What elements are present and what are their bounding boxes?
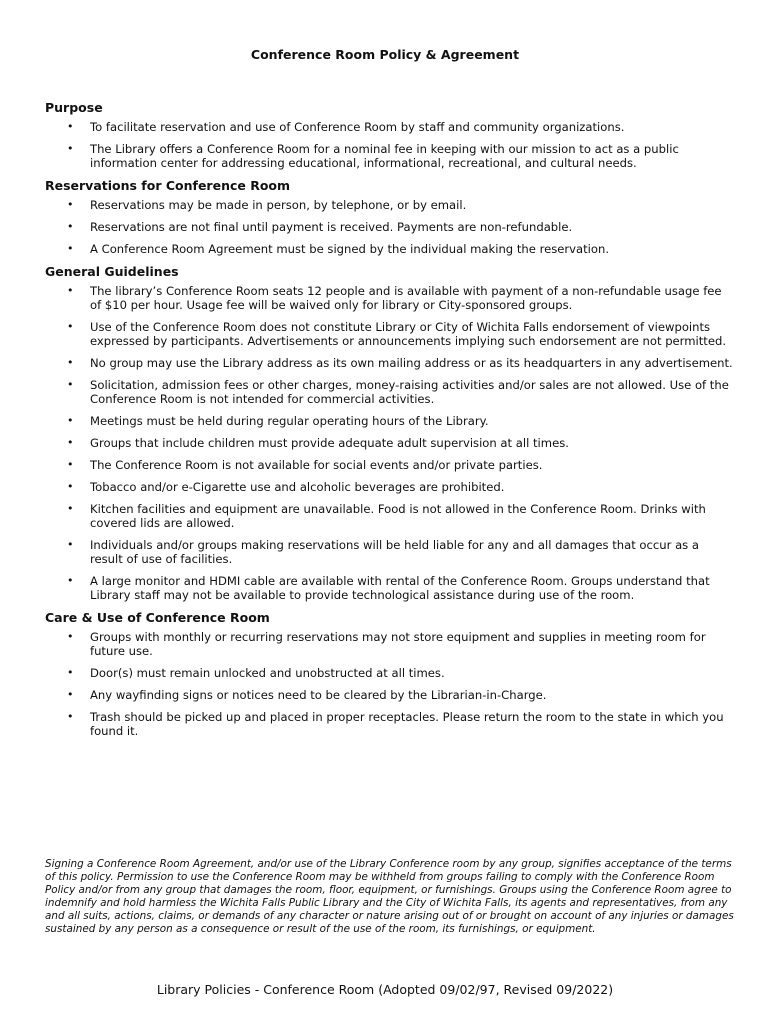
list-item-text: Solicitation, admission fees or other charges, money-raising activities and/or sales are not allowed. Use of the Conference Room is not intended for commercial activities.	[90, 378, 729, 406]
bullet-icon: •	[67, 710, 74, 723]
bullet-icon: •	[67, 436, 74, 449]
list-item-text: Any wayfinding signs or notices need to be cleared by the Librarian-in-Charge.	[90, 688, 547, 702]
list-item-text: Groups with monthly or recurring reservations may not store equipment and supplies in meeting room for future use.	[90, 630, 706, 658]
list-item	[45, 710, 735, 738]
list-item	[45, 378, 735, 406]
bullet-icon: •	[67, 378, 74, 391]
bullet-icon: •	[67, 538, 74, 551]
list-item-text: The Library offers a Conference Room for a nominal fee in keeping with our mission to act as a public information center for addressing educational, informational, recreational, and cultural needs.	[90, 142, 679, 170]
list-item	[45, 458, 735, 472]
bullet-icon: •	[67, 502, 74, 515]
section-heading: Purpose	[45, 100, 103, 115]
list-item-text: The Conference Room is not available for social events and/or private parties.	[90, 458, 543, 472]
bullet-icon: •	[67, 666, 74, 679]
list-item	[45, 414, 735, 428]
bullet-icon: •	[67, 480, 74, 493]
bullet-icon: •	[67, 198, 74, 211]
page-footer: Library Policies - Conference Room (Adopted 09/02/97, Revised 09/2022)	[156, 982, 614, 997]
list-item-text: No group may use the Library address as its own mailing address or as its headquarters in any advertisement.	[90, 356, 733, 370]
list-item	[45, 142, 735, 170]
bullet-icon: •	[67, 120, 74, 133]
section-heading: Care & Use of Conference Room	[45, 610, 270, 625]
section-purpose	[45, 100, 735, 170]
section-general-guidelines	[45, 264, 735, 602]
liability-disclaimer: Signing a Conference Room Agreement, and/or use of the Library Conference room by any group, signifies acceptance of the terms of this policy. Permission to use the Conference Room may be withheld from groups failing to comply with the Conference Room Policy and/or from any group that damages the room, floor, equipment, or furnishings. Groups using the Conference Room agree to indemnify and hold harmless the Wichita Falls Public Library and the City of Wichita Falls, its agents and representatives, from any and all suits, actions, claims, or demands of any character or nature arising out of or brought on account of any injuries or damages sustained by any person as a consequence or result of the use of the room, its furnishings, or equipment.	[45, 858, 734, 935]
list-item-text: Reservations may be made in person, by telephone, or by email.	[90, 198, 467, 212]
list-item-text: To facilitate reservation and use of Conference Room by staff and community organizations.	[90, 120, 625, 134]
page-title: Conference Room Policy & Agreement	[250, 47, 520, 62]
list-item	[45, 436, 735, 450]
bullet-icon: •	[67, 414, 74, 427]
section-care-and-use	[45, 610, 735, 738]
list-item-text: Individuals and/or groups making reservations will be held liable for any and all damages that occur as a result of use of facilities.	[90, 538, 699, 566]
section-list	[45, 630, 735, 738]
list-item	[45, 242, 735, 256]
section-heading: General Guidelines	[45, 264, 179, 279]
list-item-text: Meetings must be held during regular operating hours of the Library.	[90, 414, 489, 428]
bullet-icon: •	[67, 242, 74, 255]
policy-content	[45, 100, 735, 746]
bullet-icon: •	[67, 220, 74, 233]
bullet-icon: •	[67, 320, 74, 333]
list-item-text: Door(s) must remain unlocked and unobstructed at all times.	[90, 666, 445, 680]
list-item-text: A Conference Room Agreement must be signed by the individual making the reservation.	[90, 242, 610, 256]
list-item	[45, 284, 735, 312]
list-item	[45, 630, 735, 658]
section-reservations	[45, 178, 735, 256]
bullet-icon: •	[67, 356, 74, 369]
section-list	[45, 198, 735, 256]
bullet-icon: •	[67, 458, 74, 471]
list-item-text: Trash should be picked up and placed in proper receptacles. Please return the room to the state in which you found it.	[90, 710, 724, 738]
list-item-text: Reservations are not final until payment is received. Payments are non-refundable.	[90, 220, 573, 234]
list-item	[45, 220, 735, 234]
list-item	[45, 120, 735, 134]
list-item-text: A large monitor and HDMI cable are available with rental of the Conference Room. Groups understand that Library staff may not be available to provide technological assistance during use of the room.	[90, 574, 710, 602]
list-item	[45, 666, 735, 680]
section-list	[45, 120, 735, 170]
list-item-text: Kitchen facilities and equipment are unavailable. Food is not allowed in the Conference Room. Drinks with covered lids are allowed.	[90, 502, 706, 530]
bullet-icon: •	[67, 630, 74, 643]
section-heading: Reservations for Conference Room	[45, 178, 291, 193]
list-item	[45, 538, 735, 566]
list-item-text: Groups that include children must provide adequate adult supervision at all times.	[90, 436, 569, 450]
section-list	[45, 284, 735, 602]
list-item	[45, 502, 735, 530]
list-item	[45, 480, 735, 494]
bullet-icon: •	[67, 574, 74, 587]
list-item	[45, 198, 735, 212]
bullet-icon: •	[67, 688, 74, 701]
list-item	[45, 356, 735, 370]
list-item	[45, 574, 735, 602]
list-item-text: The library’s Conference Room seats 12 people and is available with payment of a non-refundable usage fee of $10 per hour. Usage fee will be waived only for library or City-sponsored groups.	[90, 284, 722, 312]
list-item-text: Use of the Conference Room does not constitute Library or City of Wichita Falls endorsement of viewpoints expressed by participants. Advertisements or announcements implying such endorsement are not permitted.	[90, 320, 727, 348]
list-item	[45, 688, 735, 702]
bullet-icon: •	[67, 142, 74, 155]
bullet-icon: •	[67, 284, 74, 297]
list-item-text: Tobacco and/or e-Cigarette use and alcoholic beverages are prohibited.	[90, 480, 505, 494]
list-item	[45, 320, 735, 348]
